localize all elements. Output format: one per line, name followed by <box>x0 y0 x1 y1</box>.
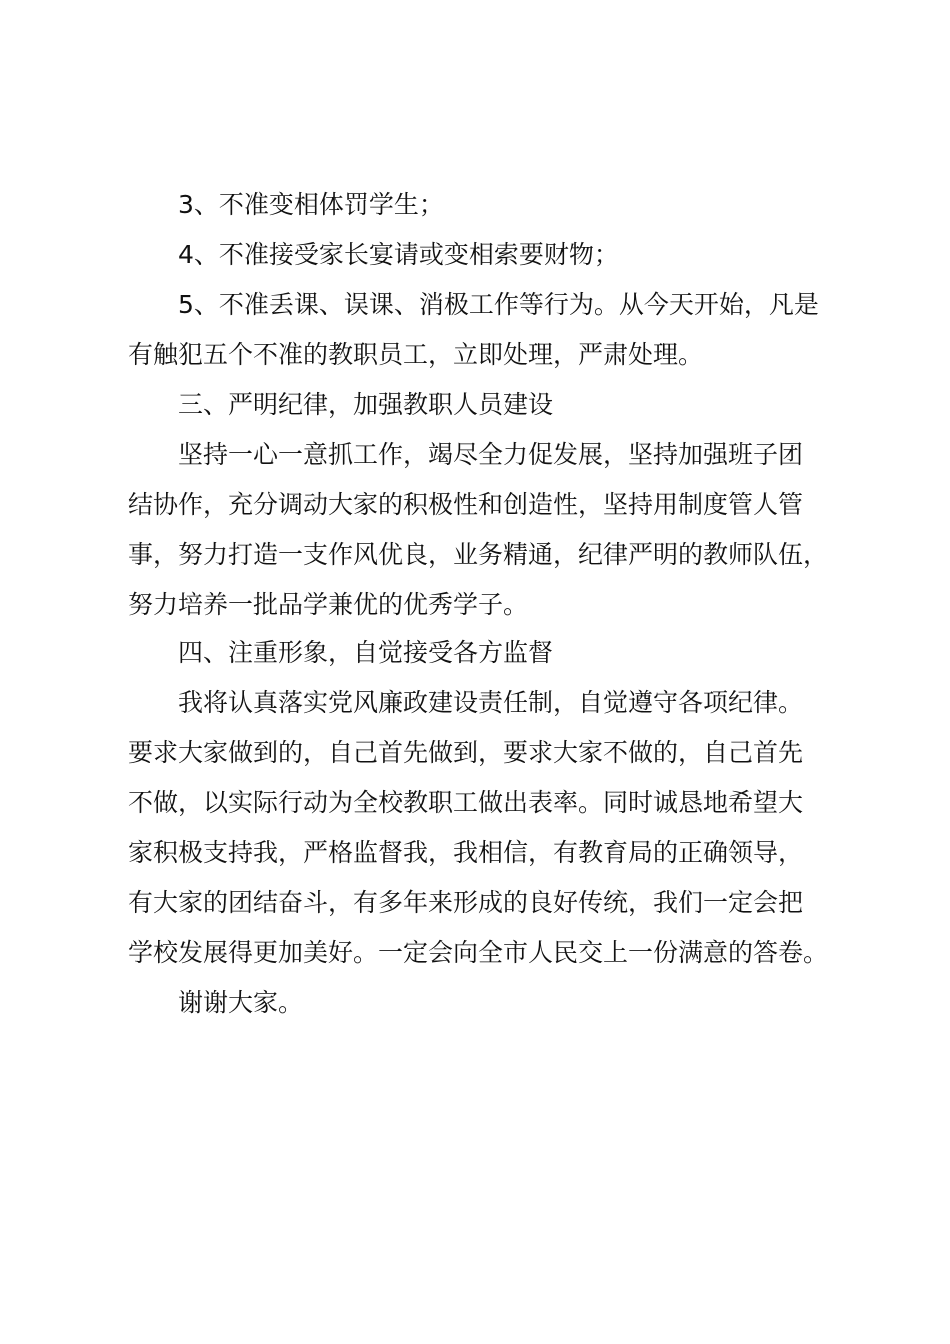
paragraph-line: 努力培养一批品学兼优的优秀学子。 <box>128 590 529 619</box>
paragraph-line: 有大家的团结奋斗，有多年来形成的良好传统，我们一定会把 <box>128 888 804 917</box>
rule-item-3: 3、不准变相体罚学生； <box>178 190 444 219</box>
paragraph-line: 家积极支持我，严格监督我，我相信，有教育局的正确领导， <box>128 838 804 867</box>
paragraph-line: 结协作，充分调动大家的积极性和创造性，坚持用制度管人管 <box>128 490 804 519</box>
section-heading-3: 三、严明纪律，加强教职人员建设 <box>178 390 554 419</box>
paragraph-line: 学校发展得更加美好。一定会向全市人民交上一份满意的答卷。 <box>128 938 829 967</box>
rule-item-4: 4、不准接受家长宴请或变相索要财物； <box>178 240 619 269</box>
rule-item-5-line-1: 5、不准丢课、误课、消极工作等行为。从今天开始，凡是 <box>178 290 819 319</box>
paragraph-line: 坚持一心一意抓工作，竭尽全力促发展，坚持加强班子团 <box>178 440 804 469</box>
closing-line: 谢谢大家。 <box>178 988 304 1017</box>
paragraph-line: 我将认真落实党风廉政建设责任制，自觉遵守各项纪律。 <box>178 688 804 717</box>
paragraph-line: 要求大家做到的，自己首先做到，要求大家不做的，自己首先 <box>128 738 804 767</box>
rule-item-5-line-2: 有触犯五个不准的教职员工，立即处理，严肃处理。 <box>128 340 704 369</box>
section-heading-4: 四、注重形象，自觉接受各方监督 <box>178 638 554 667</box>
paragraph-line: 事，努力打造一支作风优良，业务精通，纪律严明的教师队伍， <box>128 540 829 569</box>
paragraph-line: 不做，以实际行动为全校教职工做出表率。同时诚恳地希望大 <box>128 788 804 817</box>
